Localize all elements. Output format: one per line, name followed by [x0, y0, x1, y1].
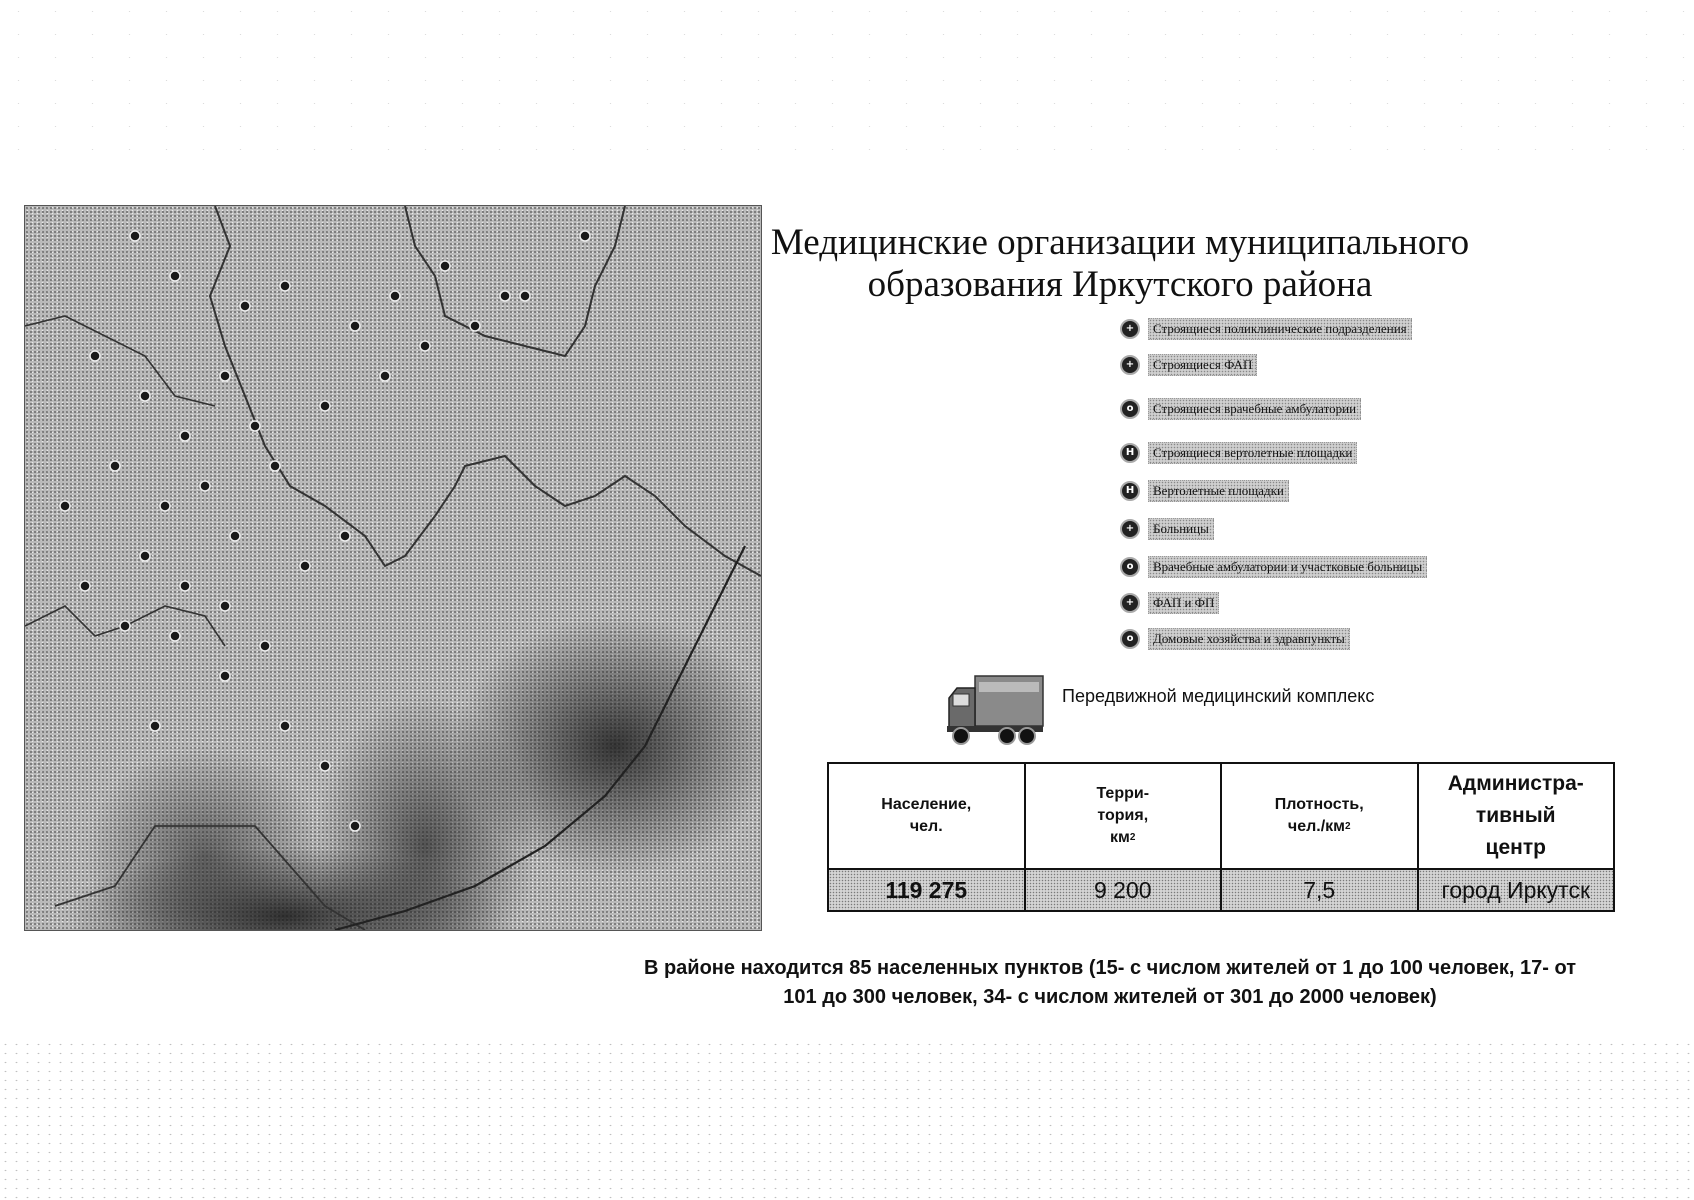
header-density: Плотность, $чел./км^2$ [1221, 763, 1418, 869]
cell-territory: 9 200 [1025, 869, 1222, 911]
legend-item [1120, 628, 1350, 650]
cell-density: 7,5 [1221, 869, 1418, 911]
legend-label: ФАП и ФП [1148, 592, 1219, 614]
legend-item [1120, 556, 1427, 578]
legend-label: Больницы [1148, 518, 1214, 540]
legend-item [1120, 592, 1219, 614]
table-header-row [828, 763, 1614, 869]
legend-marker-icon: + [1120, 593, 1140, 613]
map-boundaries [25, 206, 761, 930]
legend-marker-icon: o [1120, 557, 1140, 577]
legend-label: Домовые хозяйства и здравпункты [1148, 628, 1350, 650]
scan-noise-bottom [0, 1040, 1694, 1200]
legend-label: Врачебные амбулатории и участковые больницы [1148, 556, 1427, 578]
legend-item [1120, 318, 1412, 340]
cell-admin-center: город Иркутск [1418, 869, 1615, 911]
legend-marker-icon: + [1120, 355, 1140, 375]
page-title [760, 222, 1480, 306]
legend-marker-icon: + [1120, 319, 1140, 339]
header-population: Население, чел. [828, 763, 1025, 869]
settlements-note [560, 954, 1660, 1012]
title-line-2: образования Иркутского района [867, 264, 1373, 305]
header-territory: Терри- тория, $км^2$ [1025, 763, 1222, 869]
legend-label: Строящиеся ФАП [1148, 354, 1257, 376]
legend-item [1120, 354, 1257, 376]
header-admin-center: Администра- тивный центр [1418, 763, 1615, 869]
legend-marker-icon: o [1120, 399, 1140, 419]
note-line-1: В районе находится 85 населенных пунктов (15- с числом жителей от 1 до 100 человек, 17- от [643, 957, 1577, 979]
mobile-complex-label: Передвижной медицинский комплекс [1062, 686, 1375, 706]
cell-population: 119 275 [828, 869, 1025, 911]
legend-label: Строящиеся врачебные амбулатории [1148, 398, 1361, 420]
table-row [828, 869, 1614, 911]
legend-item [1120, 480, 1289, 502]
truck-icon [945, 670, 1045, 746]
legend-label: Строящиеся поликлинические подразделения [1148, 318, 1412, 340]
legend-label: Строящиеся вертолетные площадки [1148, 442, 1357, 464]
region-map [24, 205, 762, 931]
legend-marker-icon: o [1120, 629, 1140, 649]
legend-marker-icon: H [1120, 443, 1140, 463]
legend-label: Вертолетные площадки [1148, 480, 1289, 502]
scan-noise-top [0, 0, 1694, 150]
note-line-2: 101 до 300 человек, 34- с числом жителей от 301 до 2000 человек) [783, 986, 1437, 1008]
legend-item [1120, 518, 1214, 540]
district-stats-table [827, 762, 1615, 912]
legend-item [1120, 398, 1361, 420]
legend-marker-icon: H [1120, 481, 1140, 501]
title-line-1: Медицинские организации муниципального [770, 222, 1470, 263]
legend-marker-icon: + [1120, 519, 1140, 539]
legend-item [1120, 442, 1357, 464]
